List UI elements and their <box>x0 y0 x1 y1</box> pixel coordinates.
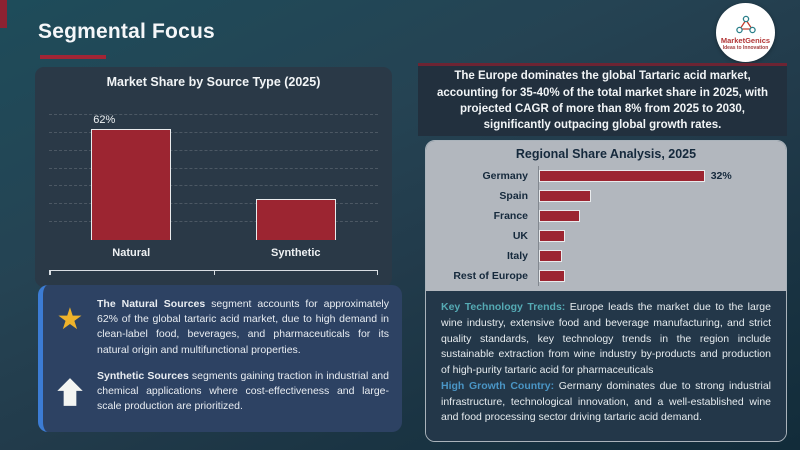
synthetic-sources-lead: Synthetic Sources <box>97 370 189 382</box>
regional-row-france <box>426 206 772 226</box>
molecule-icon <box>735 15 757 35</box>
bar-germany-value-label: 32% <box>710 170 732 182</box>
regional-row-rest-of-europe <box>426 266 772 286</box>
row-bar-zone <box>538 186 772 206</box>
row-bar-zone <box>538 226 772 246</box>
corner-accent-bar <box>0 0 7 28</box>
row-label: Rest of Europe <box>453 270 528 282</box>
icon-column <box>43 297 97 358</box>
synthetic-sources-insight <box>43 369 402 415</box>
category-label-natural: Natural <box>112 247 151 259</box>
synthetic-sources-text <box>97 369 402 415</box>
key-technology-trends-label: Key Technology Trends: <box>441 301 566 313</box>
key-technology-trends-text: Europe leads the market due to the large wine industry, extensive food and beverage manufacturing, and strict quality standards, key technology trends in the region include sustainable extraction from wine industry by-products and production of high-purity tartaric acid for pharmaceuticals <box>441 301 771 376</box>
row-label: Spain <box>499 190 528 202</box>
x-axis-tick <box>214 270 216 275</box>
page-title: Segmental Focus <box>38 20 215 43</box>
natural-sources-lead: The Natural Sources <box>97 298 206 310</box>
star-icon: ★ <box>56 303 84 336</box>
row-label: Italy <box>506 250 528 262</box>
brand-logo <box>716 3 775 62</box>
row-label: UK <box>512 230 528 242</box>
bar-natural-value-label: 62% <box>93 114 116 127</box>
regional-chart-rows <box>426 166 786 286</box>
row-label: Germany <box>482 170 528 182</box>
bar-natural <box>91 97 171 240</box>
up-arrow-icon <box>56 377 84 407</box>
row-label: France <box>493 210 528 222</box>
x-axis-tick <box>377 270 379 275</box>
regional-insights <box>426 291 786 442</box>
source-chart-title: Market Share by Source Type (2025) <box>106 75 321 89</box>
logo-brand-text: MarketGenics <box>720 35 771 45</box>
natural-sources-body: segment accounts for approximately 62% of the global tartaric acid market, due to high demand in clean-label food, beverages, and pharmaceuticals for its natural origin and multifunctional properties. <box>97 298 389 356</box>
high-growth-country-paragraph <box>441 379 771 426</box>
europe-callout <box>418 63 787 136</box>
x-axis-category-labels <box>49 247 378 259</box>
source-chart-plot <box>49 97 378 240</box>
bar-uk <box>539 230 565 242</box>
row-bar-zone <box>538 266 772 286</box>
bar-rest-of-europe <box>539 270 565 282</box>
regional-row-germany <box>426 166 772 186</box>
bar-italy <box>539 250 562 262</box>
regional-panel <box>425 140 787 442</box>
regional-row-italy <box>426 246 772 266</box>
key-technology-trends-paragraph <box>441 300 771 379</box>
bar-germany <box>539 170 705 182</box>
x-axis-tick <box>49 270 51 275</box>
row-bar-zone <box>538 166 772 186</box>
logo-tagline-text: Ideas to Innovation <box>722 44 769 51</box>
regional-row-spain <box>426 186 772 206</box>
high-growth-country-text: Germany dominates due to strong industrial infrastructure, technological innovation, and a well-established wine and food processing sector driving tartaric acid demand. <box>441 379 772 424</box>
title-underline <box>40 55 106 59</box>
natural-sources-insight <box>43 297 402 358</box>
regional-chart <box>426 141 786 291</box>
icon-column <box>43 369 97 415</box>
row-bar-zone <box>538 206 772 226</box>
europe-callout-text: The Europe dominates the global Tartaric acid market, accounting for 35-40% of the total market share in 2025, with projected CAGR of more than 8% from 2025 to 2030, significantly outpacing global growth rates. <box>436 70 769 132</box>
category-label-synthetic: Synthetic <box>270 247 321 259</box>
synthetic-sources-body: segments gaining traction in industrial and chemical applications where cost-effectiveness and large-scale production are prioritized. <box>97 370 389 413</box>
regional-row-uk <box>426 226 772 246</box>
high-growth-country-label: High Growth Country: <box>441 379 555 392</box>
bar-synthetic-rect <box>256 199 336 240</box>
regional-chart-title: Regional Share Analysis, 2025 <box>515 147 697 161</box>
bar-synthetic-value-label <box>256 184 336 197</box>
bar-natural-rect <box>91 129 171 240</box>
bar-france <box>539 210 580 222</box>
source-type-chart-panel <box>35 67 392 287</box>
row-bar-zone <box>538 246 772 266</box>
segment-insights-box <box>38 285 402 432</box>
bar-synthetic <box>256 97 336 240</box>
bar-spain <box>539 190 591 202</box>
natural-sources-text <box>97 297 402 358</box>
